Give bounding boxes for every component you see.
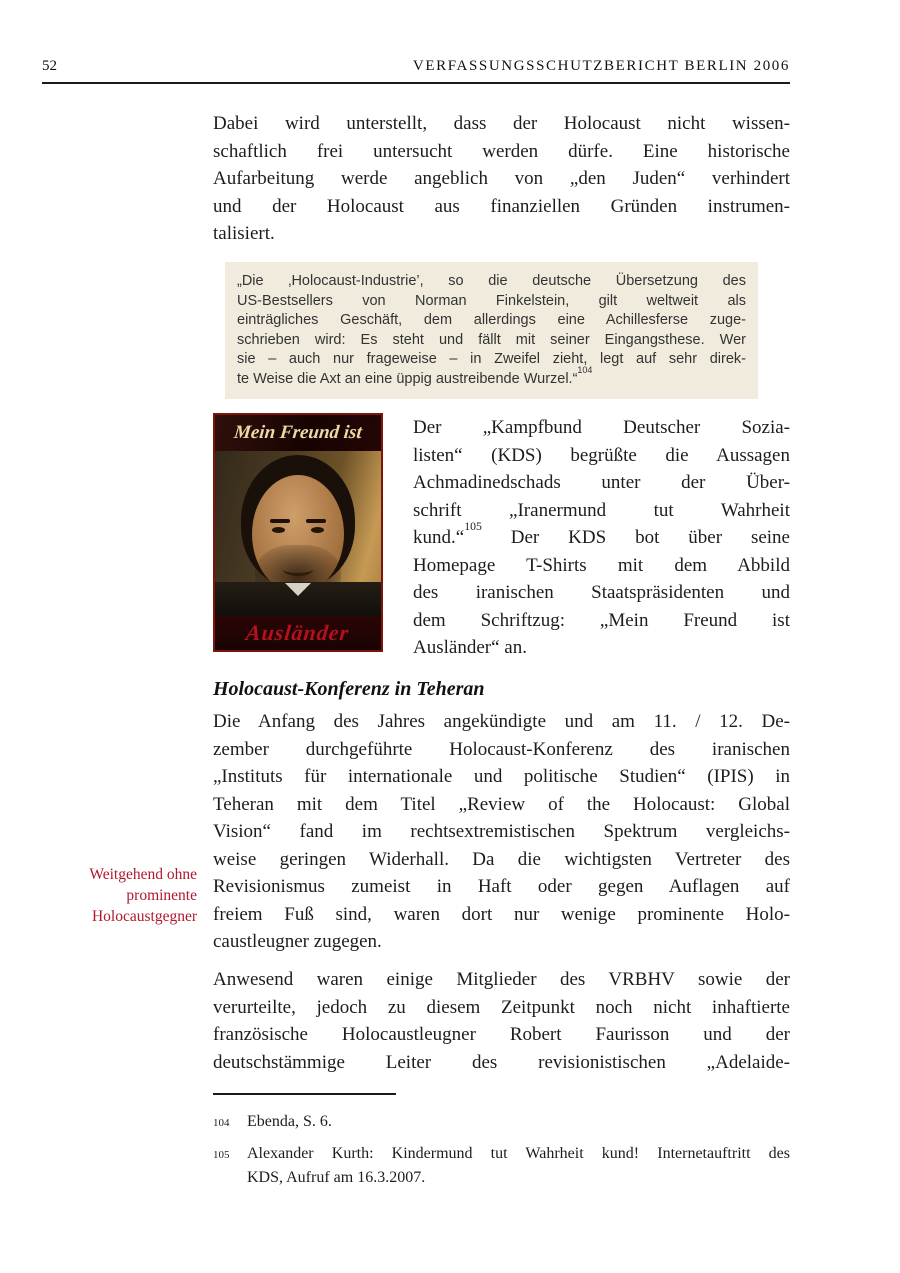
footnote-104-marker: 104 <box>213 1117 230 1129</box>
footnote-104-text: Ebenda, S. 6. <box>247 1113 332 1130</box>
footnote-104 <box>213 1110 790 1135</box>
page-number: 52 <box>42 58 57 74</box>
photo-smile-shape <box>283 563 313 576</box>
footnote-separator-rule <box>213 1093 396 1095</box>
footnote-105 <box>213 1142 790 1190</box>
paragraph-kds: Der „Kampfbund Deutscher Sozia- listen“ (KDS) begrüßte die Aussagen Achmadinedschads unter der Über- schrift „Iranermund tut Wahrheit kund.“$^{105}$ Der KDS bot über seine Homepage T-Shirts mit dem Abbild des iranischen Staatspräsidenten und dem Schriftzug: „Mein Freund ist Ausländer“ an. <box>413 417 790 658</box>
poster-bottom-caption-band <box>215 616 381 650</box>
poster-top-caption: Mein Freund ist <box>233 422 364 443</box>
poster-top-caption-band <box>215 415 381 451</box>
photo-eye-right <box>311 527 324 533</box>
footnote-105-marker: 105 <box>213 1149 230 1161</box>
margin-note: Weitgehend ohne prominente Holocaustgegner <box>89 866 197 925</box>
poster-image <box>213 413 383 652</box>
photo-eye-left <box>272 527 285 533</box>
footnote-105-text: Alexander Kurth: Kindermund tut Wahrheit kund! Internetauftritt des KDS, Aufruf am 16.3.2007. <box>247 1145 790 1186</box>
paragraph-conference: Die Anfang des Jahres angekündigte und am 11. / 12. De- zember durchgeführte Holocaust-Konferenz des iranischen „Instituts für internationale und politische Studien“ (IPIS) in Teheran mit dem Titel „Review of the Holocaust: Global Vision“ fand im rechtsextremistischen Spektrum vergleichs- weise geringen Widerhall. Da die wichtigsten Vertreter des Revisionismus zumeist in Haft oder gegen Auflagen auf freiem Fuß sind, waren dort nur wenige prominente Holo- caustleugner zugegen. <box>213 711 790 952</box>
running-header-title: VERFASSUNGSSCHUTZBERICHT BERLIN 2006 <box>412 58 790 74</box>
photo-eyebrow-left <box>270 519 290 523</box>
paragraph-attendees: Anwesend waren einige Mitglieder des VRBHV sowie der verurteilte, jedoch zu diesem Zeitpunkt noch nicht inhaftierte französische Holocaustleugner Robert Faurisson und der deutschstämmige Leiter des revisionistischen „Adelaide- <box>213 969 790 1073</box>
header-rule <box>42 82 790 84</box>
quote-box: „Die ‚Holocaust-Industrie’, so die deutsche Übersetzung des US-Bestsellers von Norman Finkelstein, gilt weltweit als einträgliches Geschäft, dem allerdings eine Achillesferse zuge- schrieben wird: Es steht und fällt mit seiner Eingangsthese. Wer sie – auch nur frageweise – in Zweifel zieht, legt auf sehr direk- te Weise die Axt an eine üppig austreibende Wurzel.“$^{104}$ <box>225 262 758 399</box>
paragraph-intro: Dabei wird unterstellt, dass der Holocaust nicht wissen- schaftlich frei untersucht werden dürfe. Eine historische Aufarbeitung werde angeblich von „den Juden“ verhindert und der Holocaust aus finanziellen Gründen instrumen- talisiert. <box>213 113 790 244</box>
photo-eyebrow-right <box>306 519 326 523</box>
portrait-photo <box>215 451 381 616</box>
poster-bottom-caption: Ausländer <box>245 620 351 645</box>
section-heading: Holocaust-Konferenz in Teheran <box>213 678 485 700</box>
